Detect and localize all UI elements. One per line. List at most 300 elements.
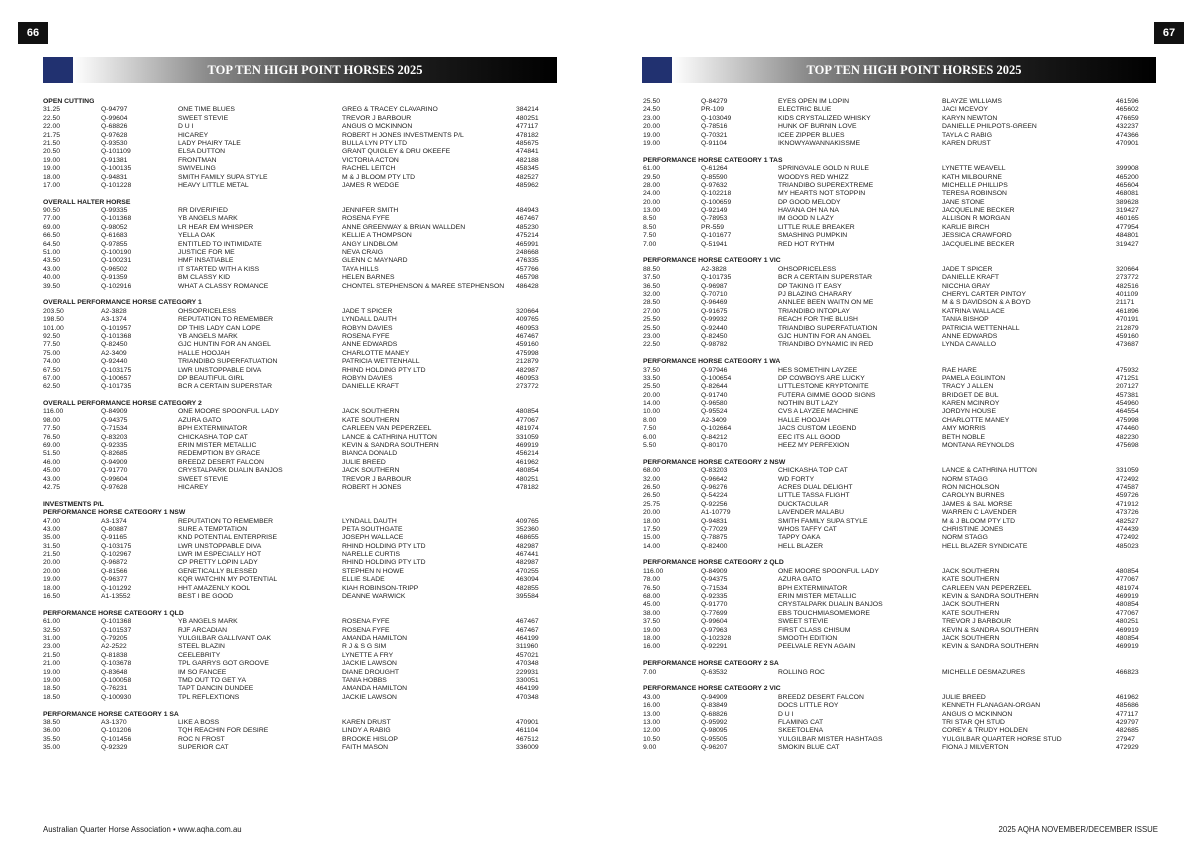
table-row bbox=[643, 467, 1159, 475]
member-number: 466823 bbox=[1116, 668, 1139, 676]
member-number: 469919 bbox=[1116, 593, 1139, 601]
member-number: 485675 bbox=[516, 139, 539, 147]
horse-name: ONE MOORE SPOONFUL LADY bbox=[178, 408, 279, 416]
member-number: 432237 bbox=[1116, 123, 1139, 131]
points: 14.00 bbox=[643, 400, 661, 408]
horse-name: CVS A LAYZEE MACHINE bbox=[778, 408, 859, 416]
registration-number: Q-94375 bbox=[701, 576, 728, 584]
member-number: 485023 bbox=[1116, 542, 1139, 550]
table-row bbox=[643, 215, 1159, 223]
member-number: 475932 bbox=[1116, 366, 1139, 374]
owner-name: NORM STAGG bbox=[942, 475, 988, 483]
member-number: 475214 bbox=[516, 232, 539, 240]
horse-name: TRIANDIBO SUPEREXTREME bbox=[778, 181, 874, 189]
horse-name: ACRES DUAL DELIGHT bbox=[778, 483, 853, 491]
table-row bbox=[43, 325, 559, 333]
category-title: OPEN CUTTING bbox=[43, 98, 95, 105]
member-number: 465798 bbox=[516, 274, 539, 282]
horse-name: WD FORTY bbox=[778, 475, 815, 483]
points: 21.50 bbox=[43, 551, 61, 559]
member-number: 474460 bbox=[1116, 425, 1139, 433]
registration-number: PR-559 bbox=[701, 223, 725, 231]
table-row bbox=[43, 249, 559, 257]
member-number: 482527 bbox=[516, 173, 539, 181]
owner-name: PAMELA EGLINTON bbox=[942, 374, 1006, 382]
horse-name: TRIANDIBO INTOPLAY bbox=[778, 307, 850, 315]
horse-name: LWR IM ESPECIALLY HOT bbox=[178, 551, 262, 559]
points: 17.50 bbox=[643, 525, 661, 533]
owner-name: ROBERT H JONES bbox=[342, 483, 402, 491]
owner-name: CHONTEL STEPHENSON & MAREE STEPHENSON bbox=[342, 282, 505, 290]
member-number: 465602 bbox=[1116, 106, 1139, 114]
owner-name: ANNE GREENWAY & BRIAN WALLDEN bbox=[342, 223, 466, 231]
registration-number: Q-91740 bbox=[701, 391, 728, 399]
registration-number: Q-103049 bbox=[701, 114, 732, 122]
owner-name: LYNETTE WEAVELL bbox=[942, 165, 1006, 173]
registration-number: Q-82644 bbox=[701, 383, 728, 391]
owner-name: TRACY J ALLEN bbox=[942, 383, 994, 391]
registration-number: Q-91770 bbox=[101, 467, 128, 475]
registration-number: Q-99604 bbox=[101, 475, 128, 483]
points: 76.50 bbox=[643, 584, 661, 592]
member-number: 475998 bbox=[516, 349, 539, 357]
table-row bbox=[643, 325, 1159, 333]
points: 18.00 bbox=[643, 635, 661, 642]
horse-name: YULGILBAR MISTER HASHTAGS bbox=[778, 735, 883, 743]
category-section bbox=[643, 660, 1159, 677]
registration-number: Q-101109 bbox=[101, 148, 131, 156]
points: 19.00 bbox=[43, 676, 61, 684]
category-title: PERFORMANCE HORSE CATEGORY 2 NSW bbox=[643, 458, 786, 466]
owner-name: RHIND HOLDING PTY LTD bbox=[342, 366, 426, 374]
registration-number: Q-70710 bbox=[701, 290, 728, 298]
registration-number: Q-101292 bbox=[101, 584, 132, 592]
owner-name: KIAH ROBINSON-TRIPP bbox=[342, 584, 419, 592]
member-number: 465604 bbox=[1116, 181, 1139, 189]
member-number: 454960 bbox=[1116, 400, 1139, 408]
horse-name: LADY PHAIRY TALE bbox=[178, 139, 241, 147]
owner-name: JESSICA CRAWFORD bbox=[942, 232, 1012, 240]
registration-number: Q-51941 bbox=[701, 240, 728, 248]
member-number: 477117 bbox=[516, 123, 539, 131]
owner-name: COREY & TRUDY HOLDEN bbox=[942, 727, 1028, 735]
points: 67.50 bbox=[43, 366, 61, 374]
member-number: 429797 bbox=[1116, 718, 1139, 726]
owner-name: CHARLOTTE MANEY bbox=[942, 416, 1010, 424]
horse-name: OHSOPRICELESS bbox=[778, 265, 837, 273]
category-section bbox=[43, 400, 559, 492]
banner-accent-block bbox=[642, 57, 672, 83]
registration-number: Q-91381 bbox=[101, 156, 128, 164]
owner-name: JADE T SPICER bbox=[342, 307, 393, 315]
table-row bbox=[43, 534, 559, 542]
horse-name: DP COWBOYS ARE LUCKY bbox=[778, 374, 865, 382]
member-number: 464199 bbox=[516, 635, 539, 642]
registration-number: Q-100135 bbox=[101, 165, 132, 173]
member-number: 457381 bbox=[1116, 391, 1139, 399]
points: 19.00 bbox=[43, 156, 61, 164]
horse-name: OHSOPRICELESS bbox=[178, 307, 237, 315]
registration-number: Q-100657 bbox=[101, 374, 132, 382]
table-row bbox=[43, 316, 559, 324]
points: 7.00 bbox=[643, 240, 657, 248]
table-row bbox=[643, 610, 1159, 618]
points: 45.00 bbox=[43, 467, 61, 475]
table-row bbox=[43, 526, 559, 534]
member-number: 471912 bbox=[1116, 500, 1139, 508]
member-number: 461104 bbox=[516, 727, 539, 735]
registration-number: Q-96580 bbox=[701, 400, 728, 408]
member-number: 480854 bbox=[1116, 635, 1139, 642]
points: 25.50 bbox=[643, 98, 661, 105]
owner-name: KATE SOUTHERN bbox=[942, 576, 1000, 584]
member-number: 465991 bbox=[516, 240, 539, 248]
member-number: 470348 bbox=[516, 693, 539, 701]
table-row bbox=[43, 358, 559, 366]
points: 25.50 bbox=[643, 316, 661, 324]
registration-number: Q-83203 bbox=[101, 433, 128, 441]
table-row bbox=[43, 123, 559, 131]
member-number: 477067 bbox=[516, 416, 539, 424]
horse-name: D U I bbox=[778, 710, 794, 718]
member-number: 273772 bbox=[1116, 274, 1139, 282]
points: 17.00 bbox=[43, 181, 61, 189]
owner-name: ELLIE SLADE bbox=[342, 576, 385, 584]
member-number: 463094 bbox=[516, 576, 539, 584]
table-row bbox=[43, 736, 559, 744]
member-number: 469919 bbox=[516, 442, 539, 450]
horse-name: CHICKASHA TOP CAT bbox=[778, 467, 848, 475]
points: 32.00 bbox=[643, 290, 661, 298]
points: 43.00 bbox=[43, 525, 61, 533]
points: 29.50 bbox=[643, 173, 661, 181]
registration-number: Q-82400 bbox=[701, 542, 728, 550]
horse-name: HEAVY LITTLE METAL bbox=[178, 181, 249, 189]
category-section bbox=[43, 711, 559, 753]
points: 19.00 bbox=[43, 576, 61, 584]
points: 203.50 bbox=[43, 307, 64, 315]
table-row bbox=[643, 190, 1159, 198]
owner-name: KARLIE BIRCH bbox=[942, 223, 990, 231]
horse-name: CHICKASHA TOP CAT bbox=[178, 433, 248, 441]
horse-name: ANNLEE BEEN WAITN ON ME bbox=[778, 299, 874, 307]
table-row bbox=[643, 132, 1159, 140]
registration-number: Q-82450 bbox=[701, 332, 728, 340]
registration-number: Q-91770 bbox=[701, 601, 728, 609]
owner-name: DANIELLE KRAFT bbox=[942, 274, 1000, 282]
horse-name: CP PRETTY LOPIN LADY bbox=[178, 559, 258, 567]
horse-name: ELSA DUTTON bbox=[178, 148, 226, 156]
owner-name: KENNETH FLANAGAN-ORGAN bbox=[942, 702, 1041, 710]
table-row bbox=[43, 224, 559, 232]
points: 23.00 bbox=[43, 643, 61, 651]
table-row bbox=[643, 283, 1159, 291]
member-number: 480854 bbox=[1116, 567, 1139, 575]
owner-name: ANGUS O MCKINNON bbox=[342, 123, 413, 131]
horse-name: PJ BLAZING CHARARY bbox=[778, 290, 852, 298]
category-section bbox=[643, 98, 1159, 148]
registration-number: Q-94909 bbox=[101, 458, 128, 466]
member-number: 212879 bbox=[516, 358, 539, 366]
registration-number: Q-102664 bbox=[701, 425, 732, 433]
table-row bbox=[643, 434, 1159, 442]
points: 21.00 bbox=[43, 660, 61, 668]
member-number: 399908 bbox=[1116, 165, 1139, 173]
owner-name: TREVOR J BARBOUR bbox=[342, 475, 412, 483]
registration-number: Q-78953 bbox=[701, 215, 728, 223]
points: 101.00 bbox=[43, 324, 64, 332]
member-number: 467441 bbox=[516, 551, 539, 559]
table-row bbox=[43, 694, 559, 702]
member-number: 482230 bbox=[1116, 433, 1139, 441]
owner-name: CHERYL CARTER PINTOY bbox=[942, 290, 1026, 298]
points: 40.00 bbox=[43, 274, 61, 282]
member-number: 352360 bbox=[516, 525, 539, 533]
table-row bbox=[643, 534, 1159, 542]
owner-name: JACKIE LAWSON bbox=[342, 693, 397, 701]
horse-name: HEEZ MY PERFEXION bbox=[778, 442, 850, 450]
points: 69.00 bbox=[43, 223, 61, 231]
registration-number: Q-92335 bbox=[701, 593, 728, 601]
points: 43.00 bbox=[43, 265, 61, 273]
member-number: 485230 bbox=[516, 223, 539, 231]
owner-name: DEANNE WARWICK bbox=[342, 593, 406, 601]
registration-number: Q-83648 bbox=[101, 668, 128, 676]
category-title: PERFORMANCE HORSE CATEGORY 1 SA bbox=[43, 710, 179, 718]
owner-name: JAMES R WEDGE bbox=[342, 181, 400, 189]
table-row bbox=[643, 106, 1159, 114]
member-number: 461596 bbox=[1116, 98, 1139, 105]
table-row bbox=[643, 627, 1159, 635]
registration-number: Q-95524 bbox=[701, 408, 728, 416]
owner-name: LYNDALL DAUTH bbox=[342, 517, 397, 525]
registration-number: Q-102916 bbox=[101, 282, 132, 290]
points: 8.00 bbox=[643, 416, 657, 424]
owner-name: FIONA J MILVERTON bbox=[942, 744, 1009, 752]
horse-name: BCR A CERTAIN SUPERSTAR bbox=[778, 274, 873, 282]
member-number: 395584 bbox=[516, 593, 539, 601]
member-number: 319427 bbox=[1116, 240, 1139, 248]
member-number: 480251 bbox=[516, 114, 539, 122]
points: 20.00 bbox=[643, 123, 661, 131]
points: 98.00 bbox=[43, 416, 61, 424]
registration-number: Q-96276 bbox=[701, 483, 728, 491]
table-row bbox=[43, 241, 559, 249]
horse-name: HALLE HOOJAH bbox=[778, 416, 830, 424]
horse-name: SWEET STEVIE bbox=[178, 114, 229, 122]
owner-name: JANE STONE bbox=[942, 198, 985, 206]
horse-name: LAVENDER MALABU bbox=[778, 509, 844, 517]
table-row bbox=[643, 727, 1159, 735]
points: 16.50 bbox=[43, 593, 61, 601]
registration-number: Q-92440 bbox=[701, 324, 728, 332]
registration-number: Q-99932 bbox=[701, 316, 728, 324]
owner-name: NICCHIA GRAY bbox=[942, 282, 991, 290]
points: 24.50 bbox=[643, 106, 661, 114]
owner-name: ALLISON R MORGAN bbox=[942, 215, 1010, 223]
points: 92.50 bbox=[43, 332, 61, 340]
owner-name: JACI MCEVOY bbox=[942, 106, 989, 114]
horse-name: SKEETOLENA bbox=[778, 727, 824, 735]
points: 27.00 bbox=[643, 307, 661, 315]
member-number: 459160 bbox=[516, 341, 539, 349]
category-title: PERFORMANCE HORSE CATEGORY 1 WA bbox=[643, 358, 781, 366]
horse-name: ERIN MISTER METALLIC bbox=[178, 442, 257, 450]
category-section bbox=[643, 358, 1159, 450]
registration-number: Q-102967 bbox=[101, 551, 132, 559]
member-number: 456214 bbox=[516, 450, 539, 458]
table-row bbox=[43, 283, 559, 291]
horse-name: IT STARTED WITH A KISS bbox=[178, 265, 260, 273]
registration-number: Q-100654 bbox=[701, 374, 732, 382]
owner-name: BLAYZE WILLIAMS bbox=[942, 98, 1002, 105]
owner-name: KEVIN & SANDRA SOUTHERN bbox=[942, 643, 1039, 651]
member-number: 229931 bbox=[516, 668, 539, 676]
member-number: 470901 bbox=[1116, 139, 1139, 147]
table-row bbox=[43, 182, 559, 190]
points: 9.00 bbox=[643, 744, 657, 752]
owner-name: RAE HARE bbox=[942, 366, 977, 374]
points: 19.00 bbox=[43, 668, 61, 676]
owner-name: JACK SOUTHERN bbox=[342, 467, 400, 475]
member-number: 467467 bbox=[516, 618, 539, 626]
horse-name: ONE MOORE SPOONFUL LADY bbox=[778, 567, 879, 575]
registration-number: Q-84212 bbox=[701, 433, 728, 441]
table-row bbox=[643, 442, 1159, 450]
table-row bbox=[643, 400, 1159, 408]
table-row bbox=[643, 601, 1159, 609]
table-row bbox=[643, 744, 1159, 752]
points: 68.00 bbox=[643, 593, 661, 601]
points: 32.50 bbox=[43, 626, 61, 634]
horse-name: KIDS CRYSTALIZED WHISKY bbox=[778, 114, 871, 122]
member-number: 320664 bbox=[1116, 265, 1139, 273]
table-row bbox=[643, 509, 1159, 517]
registration-number: Q-84279 bbox=[701, 98, 728, 105]
table-row bbox=[643, 115, 1159, 123]
horse-name: BPH EXTERMINATOR bbox=[178, 425, 248, 433]
registration-number: Q-63532 bbox=[701, 668, 728, 676]
horse-name: SWEET STEVIE bbox=[178, 475, 229, 483]
horse-name: STEEL BLAZIN bbox=[178, 643, 225, 651]
table-row bbox=[643, 543, 1159, 551]
member-number: 331059 bbox=[516, 433, 539, 441]
points: 35.00 bbox=[43, 534, 61, 542]
owner-name: GREG & TRACEY CLAVARINO bbox=[342, 106, 438, 114]
registration-number: Q-98782 bbox=[701, 341, 728, 349]
horse-name: ELECTRIC BLUE bbox=[778, 106, 832, 114]
table-row bbox=[643, 425, 1159, 433]
registration-number: Q-83203 bbox=[701, 467, 728, 475]
horse-name: GJC HUNTIN FOR AN ANGEL bbox=[778, 332, 871, 340]
registration-number: A2-3409 bbox=[101, 349, 127, 357]
table-row bbox=[643, 98, 1159, 106]
owner-name: KEVIN & SANDRA SOUTHERN bbox=[942, 626, 1039, 634]
member-number: 467467 bbox=[516, 332, 539, 340]
member-number: 273772 bbox=[516, 383, 539, 391]
member-number: 482685 bbox=[1116, 727, 1139, 735]
table-row bbox=[643, 492, 1159, 500]
registration-number: Q-93530 bbox=[101, 139, 128, 147]
horse-name: EYES OPEN IM LOPIN bbox=[778, 98, 850, 105]
category-title: OVERALL PERFORMANCE HORSE CATEGORY 2 bbox=[43, 400, 202, 408]
points: 67.00 bbox=[43, 374, 61, 382]
member-number: 461962 bbox=[1116, 693, 1139, 701]
registration-number: Q-97963 bbox=[701, 626, 728, 634]
registration-number: Q-85590 bbox=[701, 173, 728, 181]
table-row bbox=[643, 308, 1159, 316]
table-row bbox=[43, 719, 559, 727]
owner-name: LANCE & CATHRINA HUTTON bbox=[342, 433, 437, 441]
horse-name: SMITH FAMILY SUPA STYLE bbox=[178, 173, 268, 181]
member-number: 470901 bbox=[516, 718, 539, 726]
member-number: 464199 bbox=[516, 685, 539, 693]
registration-number: Q-82685 bbox=[101, 450, 128, 458]
category-title: OVERALL PERFORMANCE HORSE CATEGORY 1 bbox=[43, 299, 202, 307]
table-row bbox=[43, 375, 559, 383]
registration-number: Q-84909 bbox=[101, 408, 128, 416]
owner-name: KARYN NEWTON bbox=[942, 114, 998, 122]
owner-name: TREVOR J BARBOUR bbox=[342, 114, 412, 122]
points: 15.00 bbox=[643, 534, 661, 542]
points: 19.00 bbox=[643, 131, 661, 139]
member-number: 480251 bbox=[1116, 618, 1139, 626]
points: 20.50 bbox=[43, 148, 61, 156]
horse-name: MY HEARTS NOT STOPPIN bbox=[778, 190, 866, 198]
points: 43.00 bbox=[43, 475, 61, 483]
registration-number: Q-103678 bbox=[101, 660, 132, 668]
horse-name: LIKE A BOSS bbox=[178, 718, 220, 726]
table-row bbox=[643, 593, 1159, 601]
horse-name: KQR WATCHIN MY POTENTIAL bbox=[178, 576, 278, 584]
points: 61.00 bbox=[43, 618, 61, 626]
table-row bbox=[43, 132, 559, 140]
table-row bbox=[43, 459, 559, 467]
owner-name: FAITH MASON bbox=[342, 744, 389, 752]
member-number: 320664 bbox=[516, 307, 539, 315]
table-row bbox=[43, 669, 559, 677]
points: 76.50 bbox=[43, 433, 61, 441]
owner-name: LYNETTE A FRY bbox=[342, 651, 394, 659]
table-row bbox=[43, 677, 559, 685]
member-number: 458345 bbox=[516, 165, 539, 173]
category-title: PERFORMANCE HORSE CATEGORY 1 NSW bbox=[43, 509, 186, 517]
points: 51.00 bbox=[43, 249, 61, 257]
horse-name: BM CLASSY KID bbox=[178, 274, 231, 282]
member-number: 248668 bbox=[516, 249, 539, 257]
horse-name: BPH EXTERMINATOR bbox=[778, 584, 848, 592]
owner-name: M & J BLOOM PTY LTD bbox=[342, 173, 416, 181]
member-number: 401109 bbox=[1116, 290, 1139, 298]
owner-name: KATE SOUTHERN bbox=[942, 609, 1000, 617]
table-row bbox=[43, 266, 559, 274]
points: 26.50 bbox=[643, 492, 661, 500]
horse-name: PEELVALE REYN AGAIN bbox=[778, 643, 856, 651]
registration-number: Q-101368 bbox=[101, 215, 132, 223]
member-number: 474841 bbox=[516, 148, 539, 156]
points: 90.50 bbox=[43, 207, 61, 215]
category-section bbox=[43, 501, 559, 602]
points: 36.00 bbox=[43, 727, 61, 735]
member-number: 311960 bbox=[516, 643, 539, 651]
owner-name: ROSENA FYFE bbox=[342, 626, 390, 634]
table-row bbox=[43, 115, 559, 123]
registration-number: Q-99604 bbox=[101, 114, 128, 122]
horse-name: ROLLING ROC bbox=[778, 668, 825, 676]
member-number: 472929 bbox=[1116, 744, 1139, 752]
points: 21.50 bbox=[43, 651, 61, 659]
registration-number: Q-77699 bbox=[701, 609, 728, 617]
